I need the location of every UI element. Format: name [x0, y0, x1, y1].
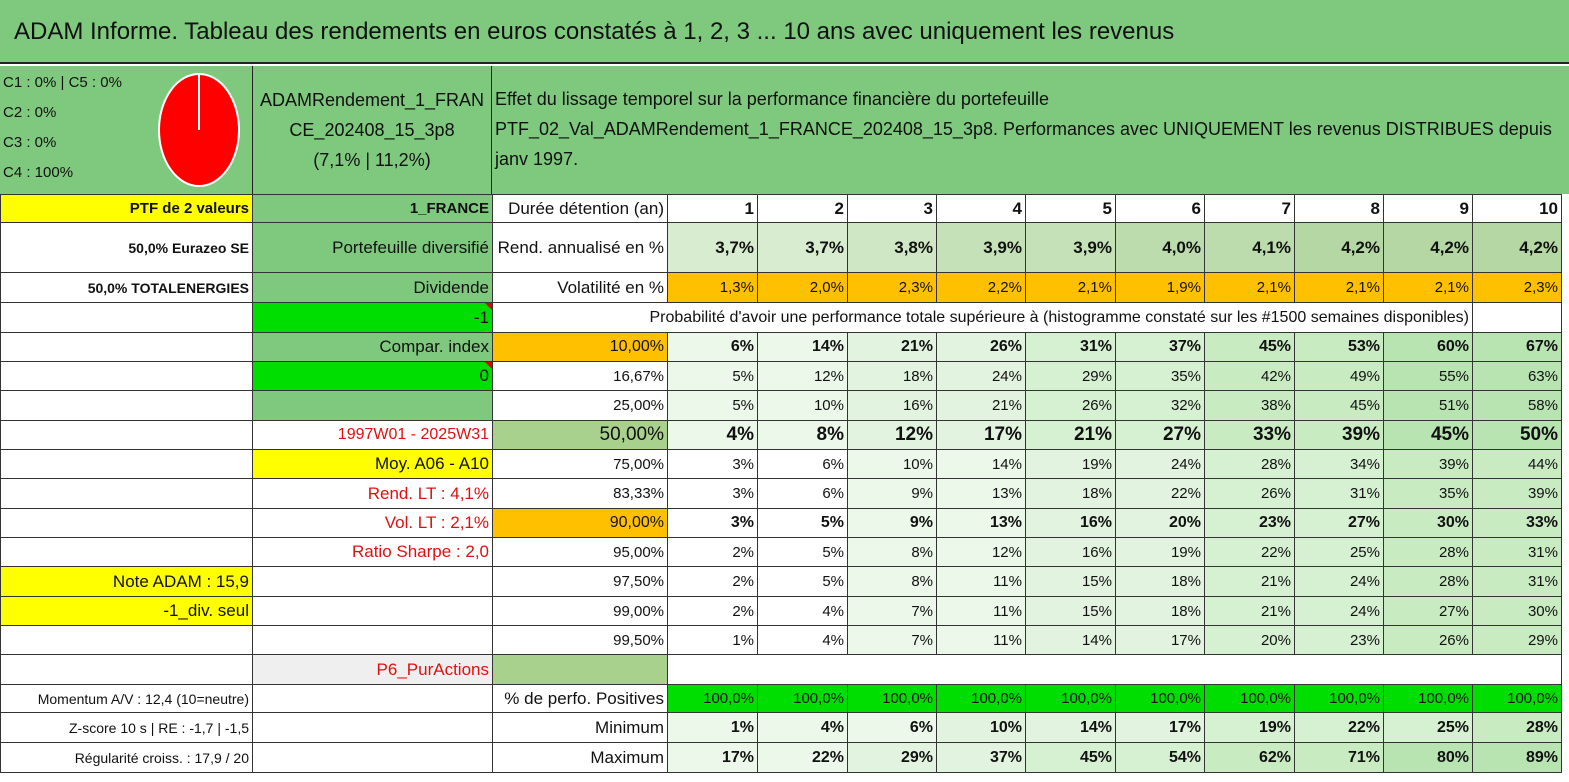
prob-threshold: 99,00% [493, 597, 668, 626]
rend-value: 4,2% [1473, 223, 1562, 273]
prob-value: 30% [1384, 509, 1473, 538]
prob-value: 18% [1116, 597, 1205, 626]
vol-value: 1,3% [668, 273, 758, 303]
empty-green-cell [253, 391, 493, 421]
empty-cell [253, 743, 493, 773]
prob-value: 30% [1473, 597, 1562, 626]
prob-value: 45% [1384, 421, 1473, 450]
diversified-label: Portefeuille diversifié [253, 223, 493, 273]
prob-title: Probabilité d'avoir une performance totale supérieure à (histogramme constaté sur les #1500 semaines disponibles) [493, 303, 1473, 333]
prob-value: 8% [848, 567, 937, 597]
prob-threshold: 97,50% [493, 567, 668, 597]
year-header: 6 [1116, 195, 1205, 223]
prob-value: 28% [1205, 450, 1295, 479]
empty-cell [1473, 303, 1562, 333]
prob-value: 18% [1026, 479, 1116, 509]
prob-value: 38% [1205, 391, 1295, 421]
p6-label: P6_PurActions [253, 655, 493, 685]
prob-value: 2% [668, 567, 758, 597]
prob-value: 10% [758, 391, 848, 421]
rend-value: 4,1% [1205, 223, 1295, 273]
year-header: 2 [758, 195, 848, 223]
vol-lt-label: Vol. LT : 2,1% [253, 509, 493, 538]
page-title: ADAM Informe. Tableau des rendements en euros constatés à 1, 2, 3 ... 10 ans avec uniquement les revenus [0, 0, 1569, 64]
prob-threshold: 10,00% [493, 333, 668, 362]
prob-value: 55% [1384, 362, 1473, 391]
maximum-value: 62% [1205, 743, 1295, 773]
positives-value: 100,0% [1384, 685, 1473, 713]
prob-value: 26% [1026, 391, 1116, 421]
prob-row [1, 626, 1562, 655]
vol-value: 2,3% [1473, 273, 1562, 303]
effect-line3: janv 1997. [495, 149, 579, 169]
sharpe-label: Ratio Sharpe : 2,0 [253, 538, 493, 567]
rend-value: 3,7% [668, 223, 758, 273]
dividend-label: Dividende [253, 273, 493, 303]
minimum-label: Minimum [493, 713, 668, 743]
empty-cell [668, 655, 1562, 685]
maximum-value: 22% [758, 743, 848, 773]
rend-value: 3,7% [758, 223, 848, 273]
prob-value: 21% [937, 391, 1026, 421]
prob-value: 11% [937, 597, 1026, 626]
effect-line1: Effet du lissage temporel sur la performance financière du portefeuille [495, 89, 1049, 109]
portfolio-name-line2: CE_202408_15_3p8 [289, 120, 455, 140]
prob-value: 4% [758, 626, 848, 655]
prob-value: 12% [758, 362, 848, 391]
prob-value: 3% [668, 479, 758, 509]
prob-value: 14% [758, 333, 848, 362]
vol-value: 2,1% [1205, 273, 1295, 303]
p6-row [1, 655, 1562, 685]
prob-value: 15% [1026, 597, 1116, 626]
prob-value: 42% [1205, 362, 1295, 391]
prob-value: 25% [1295, 538, 1384, 567]
year-header: 4 [937, 195, 1026, 223]
prob-value: 16% [1026, 538, 1116, 567]
minimum-row [1, 713, 1562, 743]
prob-value: 4% [668, 421, 758, 450]
prob-value: 31% [1295, 479, 1384, 509]
holding-2: 50,0% TOTALENERGIES [1, 273, 253, 303]
prob-value: 26% [937, 333, 1026, 362]
rend-value: 4,0% [1116, 223, 1205, 273]
prob-value: 6% [758, 479, 848, 509]
prob-value: 14% [1026, 626, 1116, 655]
prob-value: 11% [937, 626, 1026, 655]
prob-value: 23% [1295, 626, 1384, 655]
prob-value: 8% [758, 421, 848, 450]
prob-value: 22% [1205, 538, 1295, 567]
positives-row [1, 685, 1562, 713]
vol-label: Volatilité en % [493, 273, 668, 303]
prob-value: 20% [1116, 509, 1205, 538]
prob-value: 6% [758, 450, 848, 479]
maximum-value: 29% [848, 743, 937, 773]
prob-threshold: 83,33% [493, 479, 668, 509]
prob-value: 8% [848, 538, 937, 567]
prob-value: 45% [1205, 333, 1295, 362]
year-header: 3 [848, 195, 937, 223]
prob-value: 12% [848, 421, 937, 450]
rend-value: 3,9% [1026, 223, 1116, 273]
prob-value: 34% [1295, 450, 1384, 479]
minus-one-label: -1 [253, 303, 493, 333]
prob-value: 19% [1026, 450, 1116, 479]
minimum-value: 22% [1295, 713, 1384, 743]
allocation-pie-chart [158, 72, 240, 187]
positives-value: 100,0% [1026, 685, 1116, 713]
prob-threshold: 25,00% [493, 391, 668, 421]
year-header: 8 [1295, 195, 1384, 223]
maximum-row [1, 743, 1562, 773]
positives-value: 100,0% [1295, 685, 1384, 713]
holding-1: 50,0% Eurazeo SE [1, 223, 253, 273]
prob-row [1, 450, 1562, 479]
prob-value: 44% [1473, 450, 1562, 479]
rend-lt-label: Rend. LT : 4,1% [253, 479, 493, 509]
prob-value: 13% [937, 479, 1026, 509]
empty-cell [1, 655, 253, 685]
minimum-value: 28% [1473, 713, 1562, 743]
empty-cell [253, 713, 493, 743]
prob-value: 3% [668, 450, 758, 479]
prob-value: 26% [1205, 479, 1295, 509]
minimum-value: 6% [848, 713, 937, 743]
empty-cell [1, 421, 253, 450]
prob-row [1, 391, 1562, 421]
empty-cell [253, 685, 493, 713]
note-adam: Note ADAM : 15,9 [1, 567, 253, 597]
prob-value: 37% [1116, 333, 1205, 362]
minimum-value: 10% [937, 713, 1026, 743]
period-label: 1997W01 - 2025W31 [253, 421, 493, 450]
regularite-label: Régularité croiss. : 17,9 / 20 [1, 743, 253, 773]
maximum-value: 54% [1116, 743, 1205, 773]
vol-value: 1,9% [1116, 273, 1205, 303]
legend-c4: C4 : 100% [3, 164, 74, 181]
vol-value: 2,1% [1295, 273, 1384, 303]
rend-label: Rend. annualisé en % [493, 223, 668, 273]
prob-value: 6% [668, 333, 758, 362]
prob-value: 2% [668, 538, 758, 567]
positives-value: 100,0% [848, 685, 937, 713]
empty-cell [1, 362, 253, 391]
prob-value: 32% [1116, 391, 1205, 421]
empty-cell [1, 626, 253, 655]
maximum-value: 89% [1473, 743, 1562, 773]
ptf-count-label: PTF de 2 valeurs [1, 195, 253, 223]
rend-value: 3,8% [848, 223, 937, 273]
prob-value: 27% [1116, 421, 1205, 450]
empty-cell [1, 450, 253, 479]
prob-value: 7% [848, 626, 937, 655]
year-header: 5 [1026, 195, 1116, 223]
prob-value: 22% [1116, 479, 1205, 509]
year-header: 7 [1205, 195, 1295, 223]
prob-value: 67% [1473, 333, 1562, 362]
prob-value: 1% [668, 626, 758, 655]
rend-value: 4,2% [1384, 223, 1473, 273]
empty-cell [1, 479, 253, 509]
prob-value: 28% [1384, 567, 1473, 597]
prob-value: 16% [1026, 509, 1116, 538]
prob-value: 21% [1205, 597, 1295, 626]
legend-c3: C3 : 0% [3, 134, 57, 151]
maximum-value: 71% [1295, 743, 1384, 773]
duration-row [1, 195, 1562, 223]
prob-value: 39% [1473, 479, 1562, 509]
minimum-value: 25% [1384, 713, 1473, 743]
prob-row [1, 538, 1562, 567]
year-header: 10 [1473, 195, 1562, 223]
duration-label: Durée détention (an) [493, 195, 668, 223]
prob-value: 12% [937, 538, 1026, 567]
prob-row-median [1, 421, 1562, 450]
div-only-label: -1_div. seul [1, 597, 253, 626]
prob-value: 39% [1295, 421, 1384, 450]
positives-value: 100,0% [1116, 685, 1205, 713]
rend-value: 3,9% [937, 223, 1026, 273]
minimum-value: 1% [668, 713, 758, 743]
minimum-value: 19% [1205, 713, 1295, 743]
year-header: 1 [668, 195, 758, 223]
allocation-legend [0, 66, 252, 194]
minimum-value: 4% [758, 713, 848, 743]
prob-value: 33% [1473, 509, 1562, 538]
prob-row [1, 479, 1562, 509]
prob-value: 63% [1473, 362, 1562, 391]
prob-row [1, 567, 1562, 597]
zero-label: 0 [253, 362, 493, 391]
prob-value: 5% [758, 509, 848, 538]
positives-value: 100,0% [1473, 685, 1562, 713]
prob-value: 58% [1473, 391, 1562, 421]
prob-value: 35% [1116, 362, 1205, 391]
empty-cell [1, 509, 253, 538]
positives-label: % de perfo. Positives [493, 685, 668, 713]
prob-value: 23% [1205, 509, 1295, 538]
prob-value: 4% [758, 597, 848, 626]
prob-value: 51% [1384, 391, 1473, 421]
vol-value: 2,1% [1026, 273, 1116, 303]
prob-value: 50% [1473, 421, 1562, 450]
prob-value: 18% [848, 362, 937, 391]
prob-value: 14% [937, 450, 1026, 479]
vol-value: 2,3% [848, 273, 937, 303]
empty-cell [1, 333, 253, 362]
compar-index-label: Compar. index [253, 333, 493, 362]
prob-value: 5% [668, 391, 758, 421]
prob-value: 35% [1384, 479, 1473, 509]
maximum-value: 17% [668, 743, 758, 773]
prob-row [1, 362, 1562, 391]
year-header: 9 [1384, 195, 1473, 223]
prob-value: 33% [1205, 421, 1295, 450]
portfolio-name [252, 66, 492, 194]
effect-description [492, 66, 1569, 194]
prob-value: 27% [1384, 597, 1473, 626]
prob-value: 45% [1295, 391, 1384, 421]
prob-value: 29% [1473, 626, 1562, 655]
prob-value: 11% [937, 567, 1026, 597]
prob-threshold: 75,00% [493, 450, 668, 479]
prob-value: 9% [848, 479, 937, 509]
empty-cell [253, 626, 493, 655]
prob-value: 31% [1473, 567, 1562, 597]
prob-threshold: 95,00% [493, 538, 668, 567]
legend-c2: C2 : 0% [3, 104, 57, 121]
prob-value: 49% [1295, 362, 1384, 391]
prob-value: 3% [668, 509, 758, 538]
prob-value: 60% [1384, 333, 1473, 362]
empty-cell [253, 597, 493, 626]
minimum-value: 17% [1116, 713, 1205, 743]
prob-value: 53% [1295, 333, 1384, 362]
empty-cell [1, 391, 253, 421]
legend-c1-c5: C1 : 0% | C5 : 0% [3, 74, 122, 91]
prob-value: 20% [1205, 626, 1295, 655]
prob-value: 31% [1473, 538, 1562, 567]
minimum-value: 14% [1026, 713, 1116, 743]
prob-value: 31% [1026, 333, 1116, 362]
prob-value: 21% [1026, 421, 1116, 450]
zscore-label: Z-score 10 s | RE : -1,7 | -1,5 [1, 713, 253, 743]
prob-value: 27% [1295, 509, 1384, 538]
momentum-label: Momentum A/V : 12,4 (10=neutre) [1, 685, 253, 713]
vol-value: 2,1% [1384, 273, 1473, 303]
vol-row [1, 273, 1562, 303]
prob-value: 24% [1295, 597, 1384, 626]
prob-row [1, 597, 1562, 626]
rend-row [1, 223, 1562, 273]
performance-table [0, 194, 1562, 773]
prob-value: 5% [758, 538, 848, 567]
prob-threshold: 90,00% [493, 509, 668, 538]
prob-value: 19% [1116, 538, 1205, 567]
prob-row [1, 509, 1562, 538]
rend-value: 4,2% [1295, 223, 1384, 273]
positives-value: 100,0% [1205, 685, 1295, 713]
prob-value: 29% [1026, 362, 1116, 391]
maximum-value: 45% [1026, 743, 1116, 773]
prob-row [1, 333, 1562, 362]
prob-value: 24% [1295, 567, 1384, 597]
prob-value: 13% [937, 509, 1026, 538]
empty-cell [1, 303, 253, 333]
prob-value: 10% [848, 450, 937, 479]
prob-value: 15% [1026, 567, 1116, 597]
prob-value: 9% [848, 509, 937, 538]
vol-value: 2,2% [937, 273, 1026, 303]
prob-value: 21% [848, 333, 937, 362]
effect-line2: PTF_02_Val_ADAMRendement_1_FRANCE_202408_15_3p8. Performances avec UNIQUEMENT les revenus DISTRIBUES depuis [495, 119, 1552, 139]
maximum-label: Maximum [493, 743, 668, 773]
prob-header-row [1, 303, 1562, 333]
vol-value: 2,0% [758, 273, 848, 303]
maximum-value: 37% [937, 743, 1026, 773]
portfolio-name-line3: (7,1% | 11,2%) [313, 150, 431, 170]
prob-value: 2% [668, 597, 758, 626]
prob-value: 28% [1384, 538, 1473, 567]
prob-threshold: 50,00% [493, 421, 668, 450]
positives-value: 100,0% [668, 685, 758, 713]
moy-label: Moy. A06 - A10 [253, 450, 493, 479]
prob-value: 39% [1384, 450, 1473, 479]
empty-cell [1, 538, 253, 567]
prob-threshold: 99,50% [493, 626, 668, 655]
positives-value: 100,0% [937, 685, 1026, 713]
prob-value: 7% [848, 597, 937, 626]
prob-value: 24% [937, 362, 1026, 391]
empty-green-cell [493, 655, 668, 685]
prob-value: 21% [1205, 567, 1295, 597]
prob-threshold: 16,67% [493, 362, 668, 391]
prob-value: 26% [1384, 626, 1473, 655]
prob-value: 16% [848, 391, 937, 421]
prob-value: 17% [1116, 626, 1205, 655]
prob-value: 24% [1116, 450, 1205, 479]
positives-value: 100,0% [758, 685, 848, 713]
prob-value: 5% [668, 362, 758, 391]
empty-cell [253, 567, 493, 597]
maximum-value: 80% [1384, 743, 1473, 773]
portfolio-name-line1: ADAMRendement_1_FRAN [259, 90, 485, 110]
prob-value: 18% [1116, 567, 1205, 597]
country-label: 1_FRANCE [253, 195, 493, 223]
prob-value: 5% [758, 567, 848, 597]
prob-value: 17% [937, 421, 1026, 450]
